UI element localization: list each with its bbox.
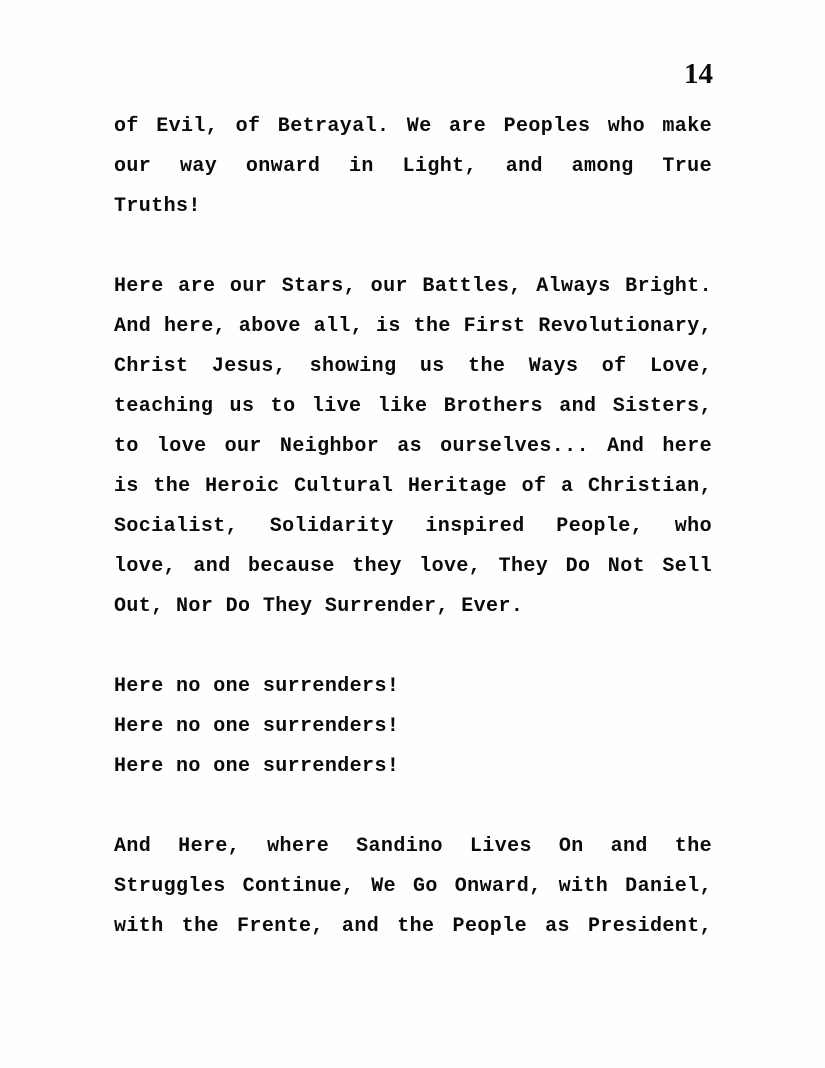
page-number: 14 — [684, 58, 713, 90]
text-line: is the Heroic Cultural Heritage of a Christian, — [114, 475, 712, 498]
text-line: Christ Jesus, showing us the Ways of Love, — [114, 355, 712, 378]
paragraph — [114, 107, 712, 227]
text-line: love, and because they love, They Do Not Sell — [114, 555, 712, 578]
text-line: Here no one surrenders! — [114, 755, 400, 778]
paragraph — [114, 667, 712, 787]
text-line: And here, above all, is the First Revolutionary, — [114, 315, 712, 338]
text-line: Out, Nor Do They Surrender, Ever. — [114, 595, 524, 618]
text-line: to love our Neighbor as ourselves... And here — [114, 435, 712, 458]
text-line: And Here, where Sandino Lives On and the — [114, 835, 712, 858]
paragraph — [114, 827, 712, 947]
text-line: Here no one surrenders! — [114, 675, 400, 698]
text-line: with the Frente, and the People as President, — [114, 915, 712, 938]
text-line: Struggles Continue, We Go Onward, with Daniel, — [114, 875, 712, 898]
text-line: Here are our Stars, our Battles, Always Bright. — [114, 275, 712, 298]
text-line: of Evil, of Betrayal. We are Peoples who make — [114, 115, 712, 138]
text-line: Here no one surrenders! — [114, 715, 400, 738]
text-line: Socialist, Solidarity inspired People, who — [114, 515, 712, 538]
text-line: Truths! — [114, 195, 201, 218]
text-line: teaching us to live like Brothers and Sisters, — [114, 395, 712, 418]
paragraph — [114, 267, 712, 627]
page-body — [114, 107, 712, 987]
text-line: our way onward in Light, and among True — [114, 155, 712, 178]
